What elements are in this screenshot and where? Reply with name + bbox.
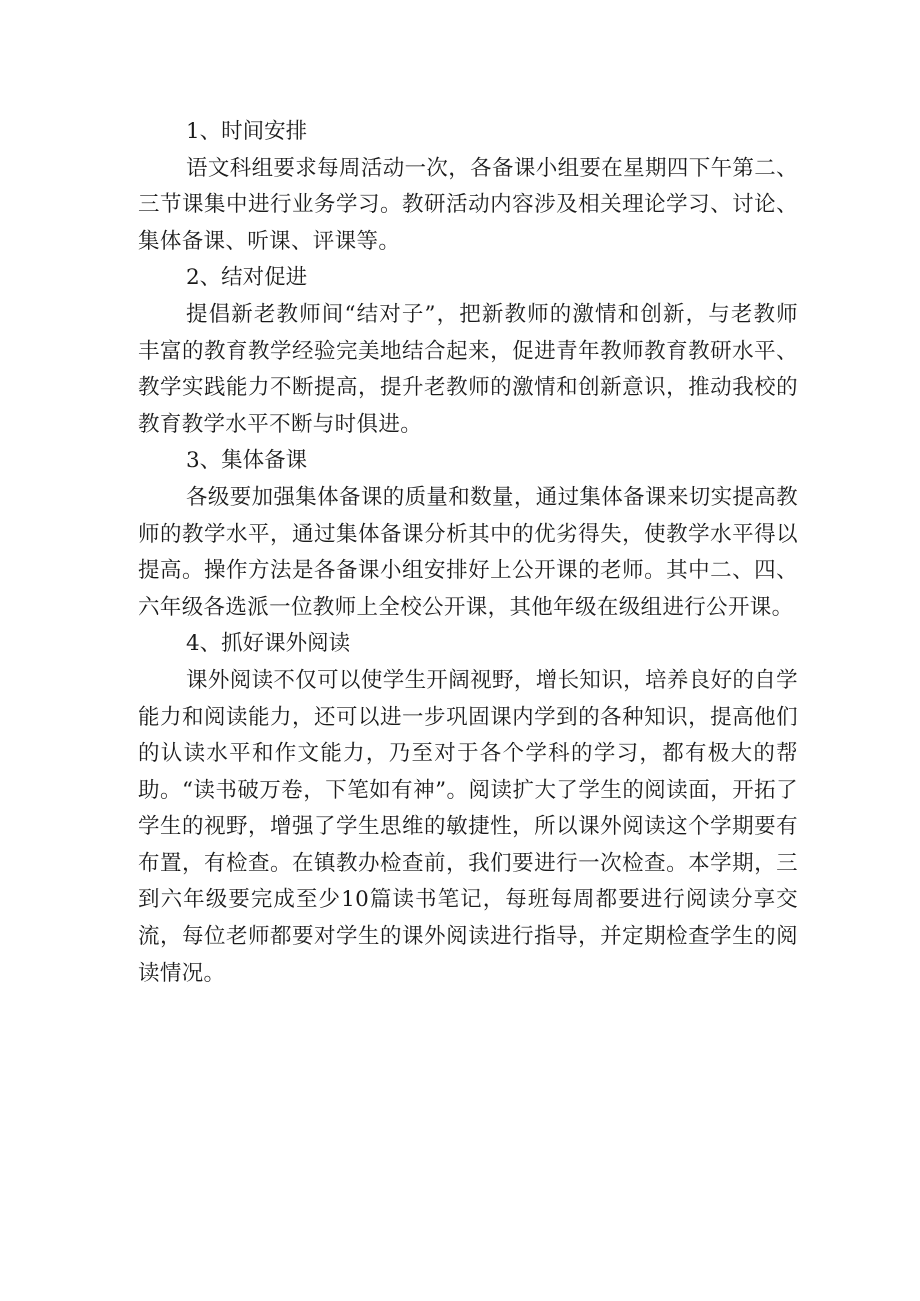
section-paragraph-schedule: 语文科组要求每周活动一次，各备课小组要在星期四下午第二、三节课集中进行业务学习。教研活动内容涉及相关理论学习、讨论、集体备课、听课、评课等。	[138, 155, 798, 254]
section-paragraph-lesson-planning: 各级要加强集体备课的质量和数量，通过集体备课来切实提高教师的教学水平，通过集体备课分析其中的优劣得失，使教学水平得以提高。操作方法是各备课小组安排好上公开课的老师。其中二、四、六年级各选派一位教师上全校公开课，其他年级在级组进行公开课。	[138, 484, 798, 620]
section-paragraph-pairing: 提倡新老教师间“结对子”，把新教师的激情和创新，与老教师丰富的教育教学经验完美地结合起来，促进青年教师教育教研水平、教学实践能力不断提高，提升老教师的激情和创新意识，推动我校的教育教学水平不断与时俱进。	[138, 301, 798, 437]
section-heading-pairing: 2、结对促进	[186, 265, 308, 291]
section-heading-lesson-planning: 3、集体备课	[186, 448, 308, 474]
document-body	[138, 114, 798, 992]
section-heading-schedule: 1、时间安排	[186, 119, 308, 144]
section-paragraph-reading: 课外阅读不仅可以使学生开阔视野，增长知识，培养良好的自学能力和阅读能力，还可以进一步巩固课内学到的各种知识，提高他们的认读水平和作文能力，乃至对于各个学科的学习，都有极大的帮助。“读书破万卷，下笔如有神”。阅读扩大了学生的阅读面，开拓了学生的视野，增强了学生思维的敏捷性，所以课外阅读这个学期要有布置，有检查。在镇教办检查前，我们要进行一次检查。本学期，三到六年级要完成至少10篇读书笔记，每班每周都要进行阅读分享交流，每位老师都要对学生的课外阅读进行指导，并定期检查学生的阅读情况。	[138, 667, 798, 986]
section-heading-reading: 4、抓好课外阅读	[186, 631, 351, 657]
